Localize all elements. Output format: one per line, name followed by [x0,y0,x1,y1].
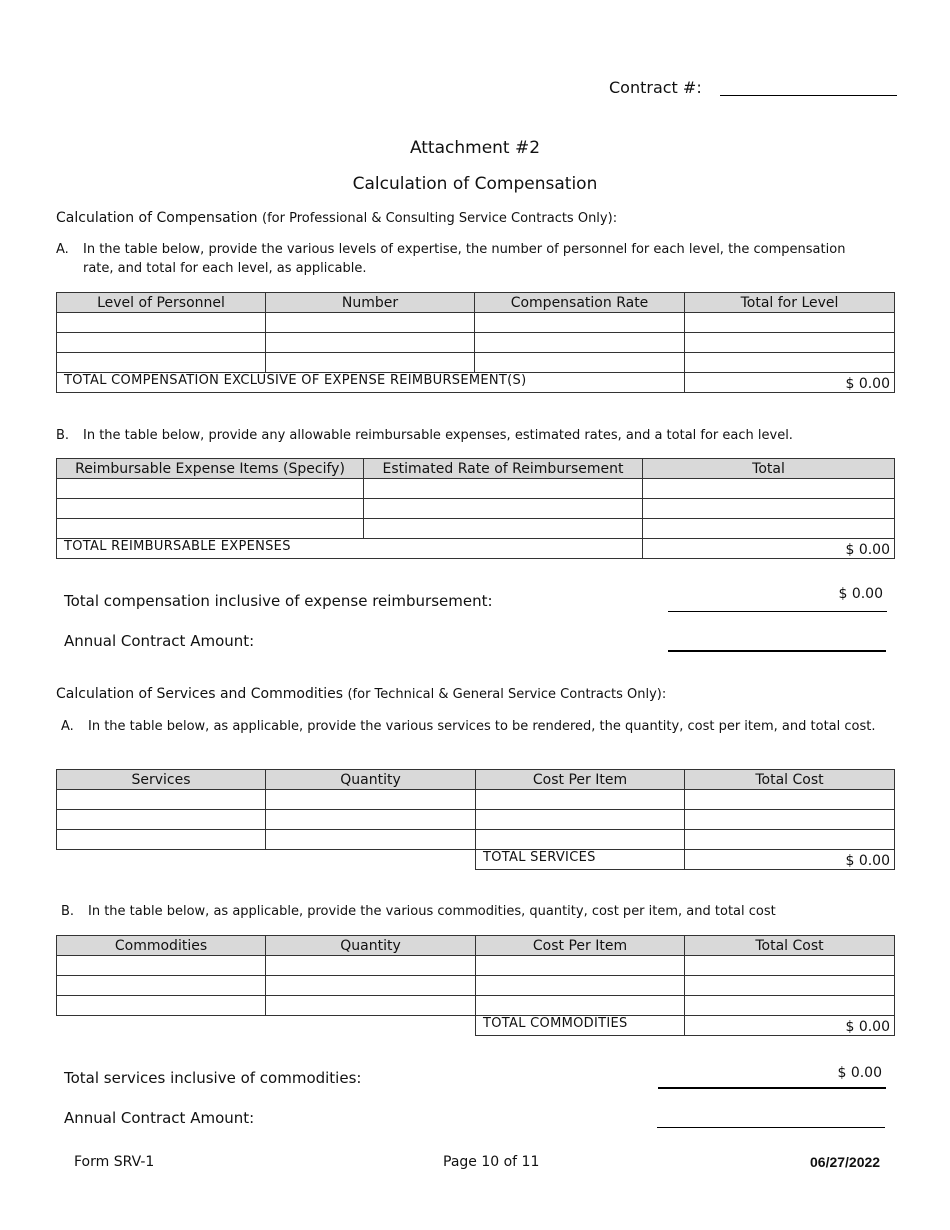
total-label: TOTAL SERVICES [476,850,685,870]
table-cell[interactable] [685,353,895,373]
section1-heading-text: Calculation of Compensation [56,210,258,226]
table-cell[interactable] [266,810,476,830]
table-row [57,956,895,976]
annual-contract-amount-2-label: Annual Contract Amount: [64,1109,255,1127]
total-amount[interactable]: $ 0.00 [643,539,895,559]
total-services-value[interactable]: $ 0.00 [837,1065,882,1081]
column-header: Services [57,770,266,790]
section2-part-b-letter: B. [61,904,75,919]
table-cell[interactable] [475,313,685,333]
table-cell[interactable] [57,333,266,353]
table-cell[interactable] [266,333,475,353]
table-header-row [57,459,895,479]
table-cell[interactable] [57,976,266,996]
table-cell[interactable] [266,976,476,996]
table-total-row [57,373,895,393]
table-total-row [57,1016,895,1036]
table-cell[interactable] [266,313,475,333]
table-cell[interactable] [643,499,895,519]
personnel-table [56,292,895,393]
annual-contract-amount-line [668,650,886,652]
page-title: Calculation of Compensation [352,174,598,194]
table-cell[interactable] [685,810,895,830]
column-header: Total [643,459,895,479]
table-cell[interactable] [685,333,895,353]
column-header: Quantity [266,770,476,790]
section1-part-b-letter: B. [56,428,70,443]
section2-part-b-instructions [61,902,876,921]
table-cell[interactable] [57,830,266,850]
section1-heading-note: (for Professional & Consulting Service Contracts Only): [262,211,618,226]
total-amount[interactable]: $ 0.00 [685,850,895,870]
section1-part-b-text: In the table below, provide any allowable reimbursable expenses, estimated rates, and a total for each level. [83,428,793,443]
table-cell[interactable] [57,479,364,499]
total-label: TOTAL REIMBURSABLE EXPENSES [57,539,643,559]
section1-part-b-instructions [56,426,876,445]
section2-part-a-instructions [61,717,876,736]
column-header: Reimbursable Expense Items (Specify) [57,459,364,479]
total-compensation-line [668,611,887,612]
table-header-row [57,293,895,313]
column-header: Level of Personnel [57,293,266,313]
table-cell[interactable] [685,976,895,996]
table-cell[interactable] [685,830,895,850]
table-cell[interactable] [266,996,476,1016]
table-cell[interactable] [57,313,266,333]
table-cell[interactable] [643,479,895,499]
section2-heading [56,686,666,702]
table-cell[interactable] [266,790,476,810]
section2-heading-note: (for Technical & General Service Contracts Only): [347,687,667,702]
table-cell[interactable] [476,830,685,850]
section1-part-a-instructions [56,240,876,278]
total-services-label: Total services inclusive of commodities: [64,1069,362,1087]
table-cell[interactable] [57,996,266,1016]
table-cell[interactable] [364,499,643,519]
table-cell[interactable] [685,996,895,1016]
table-cell[interactable] [364,479,643,499]
table-cell[interactable] [57,499,364,519]
total-label: TOTAL COMPENSATION EXCLUSIVE OF EXPENSE REIMBURSEMENT(S) [57,373,685,393]
form-id: Form SRV-1 [74,1154,155,1170]
commodities-table [56,935,895,1036]
table-cell[interactable] [266,353,475,373]
table-cell[interactable] [475,353,685,373]
table-cell[interactable] [476,956,685,976]
table-row [57,790,895,810]
table-header-row [57,770,895,790]
column-header: Estimated Rate of Reimbursement [364,459,643,479]
services-table [56,769,895,870]
total-amount[interactable]: $ 0.00 [685,373,895,393]
section1-part-a-letter: A. [56,242,69,257]
table-row [57,313,895,333]
column-header: Compensation Rate [475,293,685,313]
revision-date: 06/27/2022 [810,1154,881,1170]
reimbursable-expenses-table [56,458,895,559]
blank-cell [57,850,476,870]
table-cell[interactable] [685,313,895,333]
section2-heading-text: Calculation of Services and Commodities [56,686,344,702]
table-cell[interactable] [266,956,476,976]
table-cell[interactable] [476,790,685,810]
table-row [57,810,895,830]
contract-number-label: Contract #: [609,78,702,97]
table-cell[interactable] [685,790,895,810]
table-row [57,353,895,373]
table-total-row [57,850,895,870]
table-row [57,519,895,539]
table-cell[interactable] [475,333,685,353]
blank-cell [57,1016,476,1036]
page-number: Page 10 of 11 [443,1154,540,1170]
column-header: Total Cost [685,936,895,956]
section1-heading [56,210,617,226]
table-row [57,830,895,850]
table-cell[interactable] [643,519,895,539]
total-amount[interactable]: $ 0.00 [685,1016,895,1036]
table-cell[interactable] [476,996,685,1016]
total-label: TOTAL COMMODITIES [476,1016,685,1036]
table-cell[interactable] [266,830,476,850]
table-cell[interactable] [364,519,643,539]
column-header: Cost Per Item [476,770,685,790]
table-row [57,499,895,519]
section1-part-a-text: In the table below, provide the various levels of expertise, the number of personnel for each level, the compensation rate, and total for each level, as applicable. [83,242,846,276]
table-cell[interactable] [57,790,266,810]
column-header: Cost Per Item [476,936,685,956]
total-compensation-value[interactable]: $ 0.00 [838,586,883,602]
contract-number-field[interactable] [720,95,897,96]
total-compensation-label: Total compensation inclusive of expense reimbursement: [64,592,493,610]
table-cell[interactable] [57,519,364,539]
attachment-title: Attachment #2 [409,138,541,158]
table-row [57,479,895,499]
column-header: Total for Level [685,293,895,313]
table-cell[interactable] [57,956,266,976]
table-cell[interactable] [476,976,685,996]
table-row [57,333,895,353]
annual-contract-amount-label: Annual Contract Amount: [64,632,255,650]
table-cell[interactable] [476,810,685,830]
column-header: Number [266,293,475,313]
column-header: Quantity [266,936,476,956]
total-services-line [658,1087,886,1089]
table-cell[interactable] [685,956,895,976]
section2-part-a-text: In the table below, as applicable, provide the various services to be rendered, the quantity, cost per item, and total cost. [88,719,876,734]
table-total-row [57,539,895,559]
table-cell[interactable] [57,810,266,830]
annual-contract-amount-2-line [657,1127,885,1128]
table-cell[interactable] [57,353,266,373]
section2-part-b-text: In the table below, as applicable, provide the various commodities, quantity, cost per item, and total cost [88,904,776,919]
table-header-row [57,936,895,956]
table-row [57,976,895,996]
table-row [57,996,895,1016]
column-header: Commodities [57,936,266,956]
column-header: Total Cost [685,770,895,790]
section2-part-a-letter: A. [61,719,74,734]
